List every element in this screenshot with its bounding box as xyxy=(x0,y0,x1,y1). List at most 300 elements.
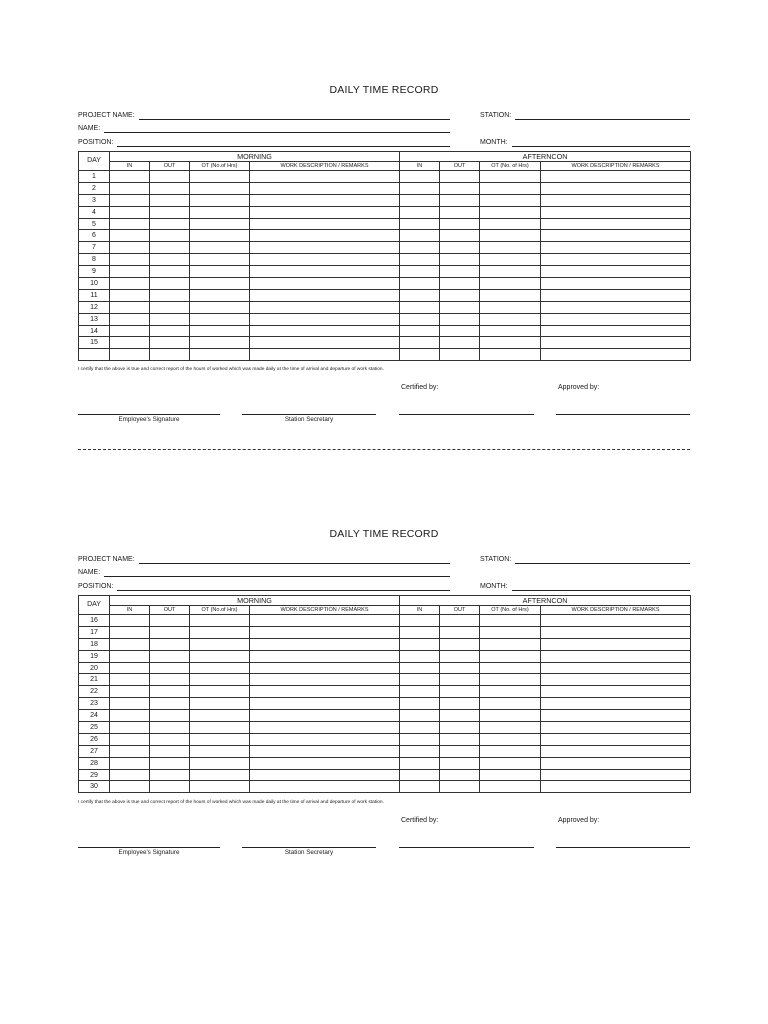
morning-ot-cell[interactable] xyxy=(190,733,250,745)
afternoon-out-cell[interactable] xyxy=(440,638,480,650)
morning-remarks-cell[interactable] xyxy=(250,710,400,722)
morning-remarks-cell[interactable] xyxy=(250,230,400,242)
morning-out-cell[interactable] xyxy=(150,349,190,361)
morning-out-cell[interactable] xyxy=(150,182,190,194)
afternoon-remarks-cell[interactable] xyxy=(541,745,691,757)
afternoon-ot-cell[interactable] xyxy=(480,615,541,627)
afternoon-remarks-cell[interactable] xyxy=(541,638,691,650)
morning-in-cell[interactable] xyxy=(110,242,150,254)
project-name-field[interactable] xyxy=(78,552,450,564)
afternoon-ot-cell[interactable] xyxy=(480,733,541,745)
morning-in-cell[interactable] xyxy=(110,301,150,313)
name-line[interactable] xyxy=(104,125,450,133)
month-field[interactable] xyxy=(480,135,690,147)
approved-by-line[interactable] xyxy=(556,847,690,848)
morning-remarks-cell[interactable] xyxy=(250,278,400,290)
morning-remarks-cell[interactable] xyxy=(250,349,400,361)
morning-in-cell[interactable] xyxy=(110,171,150,183)
afternoon-ot-cell[interactable] xyxy=(480,662,541,674)
afternoon-in-cell[interactable] xyxy=(400,301,440,313)
morning-out-cell[interactable] xyxy=(150,626,190,638)
afternoon-out-cell[interactable] xyxy=(440,626,480,638)
afternoon-ot-cell[interactable] xyxy=(480,710,541,722)
afternoon-in-cell[interactable] xyxy=(400,325,440,337)
afternoon-remarks-cell[interactable] xyxy=(541,626,691,638)
day-number: 5 xyxy=(79,218,110,230)
morning-in-cell[interactable] xyxy=(110,674,150,686)
morning-in-cell[interactable] xyxy=(110,194,150,206)
time-record-form-2 xyxy=(78,444,690,864)
morning-remarks-cell[interactable] xyxy=(250,686,400,698)
afternoon-in-cell[interactable] xyxy=(400,206,440,218)
morning-out-cell[interactable] xyxy=(150,722,190,734)
morning-in-cell[interactable] xyxy=(110,638,150,650)
afternoon-in-cell[interactable] xyxy=(400,733,440,745)
morning-out-cell[interactable] xyxy=(150,757,190,769)
day-number: 11 xyxy=(79,289,110,301)
morning-ot-cell[interactable] xyxy=(190,626,250,638)
afternoon-out-cell[interactable] xyxy=(440,674,480,686)
table-row xyxy=(79,254,691,266)
morning-remarks-cell[interactable] xyxy=(250,242,400,254)
morning-ot-cell[interactable] xyxy=(190,698,250,710)
morning-ot-cell[interactable] xyxy=(190,745,250,757)
afternoon-remarks-cell[interactable] xyxy=(541,230,691,242)
afternoon-in-cell[interactable] xyxy=(400,662,440,674)
afternoon-out-cell[interactable] xyxy=(440,206,480,218)
afternoon-in-cell[interactable] xyxy=(400,194,440,206)
morning-out-cell[interactable] xyxy=(150,686,190,698)
afternoon-remarks-cell[interactable] xyxy=(541,218,691,230)
afternoon-remarks-cell[interactable] xyxy=(541,710,691,722)
afternoon-in-cell[interactable] xyxy=(400,266,440,278)
afternoon-remarks-cell[interactable] xyxy=(541,266,691,278)
afternoon-out-cell[interactable] xyxy=(440,337,480,349)
afternoon-ot-cell[interactable] xyxy=(480,757,541,769)
station-line[interactable] xyxy=(515,556,690,564)
afternoon-in-cell[interactable] xyxy=(400,745,440,757)
afternoon-remarks-cell[interactable] xyxy=(541,615,691,627)
morning-in-cell[interactable] xyxy=(110,781,150,793)
afternoon-remarks-cell[interactable] xyxy=(541,686,691,698)
afternoon-ot-cell[interactable] xyxy=(480,254,541,266)
morning-out-cell[interactable] xyxy=(150,325,190,337)
afternoon-out-cell[interactable] xyxy=(440,781,480,793)
afternoon-out-cell[interactable] xyxy=(440,182,480,194)
certified-by-line[interactable] xyxy=(399,847,534,848)
station-field[interactable] xyxy=(480,108,690,120)
morning-remarks-cell[interactable] xyxy=(250,769,400,781)
afternoon-ot-cell[interactable] xyxy=(480,278,541,290)
morning-remarks-cell[interactable] xyxy=(250,781,400,793)
morning-out-cell[interactable] xyxy=(150,206,190,218)
afternoon-remarks-cell[interactable] xyxy=(541,278,691,290)
morning-out-cell[interactable] xyxy=(150,278,190,290)
morning-ot-cell[interactable] xyxy=(190,171,250,183)
afternoon-in-cell[interactable] xyxy=(400,278,440,290)
afternoon-out-cell[interactable] xyxy=(440,349,480,361)
afternoon-out-cell[interactable] xyxy=(440,745,480,757)
afternoon-in-cell[interactable] xyxy=(400,230,440,242)
name-field[interactable] xyxy=(78,565,450,577)
afternoon-in-cell[interactable] xyxy=(400,769,440,781)
afternoon-remarks-cell[interactable] xyxy=(541,650,691,662)
afternoon-ot-cell[interactable] xyxy=(480,194,541,206)
afternoon-remarks-cell[interactable] xyxy=(541,349,691,361)
month-line[interactable] xyxy=(512,139,690,147)
afternoon-remarks-cell[interactable] xyxy=(541,337,691,349)
afternoon-out-cell[interactable] xyxy=(440,757,480,769)
afternoon-ot-cell[interactable] xyxy=(480,289,541,301)
morning-remarks-cell[interactable] xyxy=(250,194,400,206)
morning-in-cell[interactable] xyxy=(110,182,150,194)
afternoon-out-cell[interactable] xyxy=(440,301,480,313)
afternoon-remarks-cell[interactable] xyxy=(541,242,691,254)
morning-ot-cell[interactable] xyxy=(190,686,250,698)
afternoon-in-cell[interactable] xyxy=(400,722,440,734)
afternoon-remarks-cell[interactable] xyxy=(541,698,691,710)
afternoon-in-cell[interactable] xyxy=(400,626,440,638)
afternoon-remarks-cell[interactable] xyxy=(541,313,691,325)
afternoon-out-cell[interactable] xyxy=(440,278,480,290)
afternoon-remarks-cell[interactable] xyxy=(541,769,691,781)
morning-remarks-cell[interactable] xyxy=(250,325,400,337)
morning-ot-cell[interactable] xyxy=(190,337,250,349)
day-number: 8 xyxy=(79,254,110,266)
afternoon-ot-cell[interactable] xyxy=(480,745,541,757)
morning-out-cell[interactable] xyxy=(150,266,190,278)
morning-ot-cell[interactable] xyxy=(190,638,250,650)
table-row xyxy=(79,313,691,325)
morning-out-cell[interactable] xyxy=(150,781,190,793)
afternoon-remarks-cell[interactable] xyxy=(541,289,691,301)
morning-ot-cell[interactable] xyxy=(190,206,250,218)
morning-ot-cell[interactable] xyxy=(190,650,250,662)
month-field[interactable] xyxy=(480,579,690,591)
afternoon-remarks-cell[interactable] xyxy=(541,171,691,183)
afternoon-out-cell[interactable] xyxy=(440,722,480,734)
morning-out-cell[interactable] xyxy=(150,615,190,627)
afternoon-in-cell[interactable] xyxy=(400,289,440,301)
morning-remarks-cell[interactable] xyxy=(250,722,400,734)
morning-remarks-cell[interactable] xyxy=(250,662,400,674)
afternoon-out-cell[interactable] xyxy=(440,662,480,674)
afternoon-out-cell[interactable] xyxy=(440,733,480,745)
afternoon-out-cell[interactable] xyxy=(440,650,480,662)
afternoon-in-cell[interactable] xyxy=(400,242,440,254)
morning-in-cell[interactable] xyxy=(110,278,150,290)
afternoon-remarks-cell[interactable] xyxy=(541,182,691,194)
morning-remarks-cell[interactable] xyxy=(250,615,400,627)
morning-in-cell[interactable] xyxy=(110,349,150,361)
morning-in-cell[interactable] xyxy=(110,206,150,218)
afternoon-ot-cell[interactable] xyxy=(480,325,541,337)
time-record-table xyxy=(78,595,691,793)
afternoon-remarks-cell[interactable] xyxy=(541,722,691,734)
morning-in-cell[interactable] xyxy=(110,650,150,662)
afternoon-out-cell[interactable] xyxy=(440,769,480,781)
afternoon-remarks-cell[interactable] xyxy=(541,757,691,769)
position-field[interactable] xyxy=(78,135,450,147)
afternoon-remarks-cell[interactable] xyxy=(541,733,691,745)
afternoon-ot-cell[interactable] xyxy=(480,266,541,278)
afternoon-out-cell[interactable] xyxy=(440,313,480,325)
morning-remarks-cell[interactable] xyxy=(250,650,400,662)
morning-in-cell[interactable] xyxy=(110,662,150,674)
station-secretary-line[interactable] xyxy=(242,847,376,848)
morning-ot-cell[interactable] xyxy=(190,722,250,734)
morning-ot-cell[interactable] xyxy=(190,710,250,722)
afternoon-in-cell[interactable] xyxy=(400,638,440,650)
afternoon-out-cell[interactable] xyxy=(440,686,480,698)
morning-in-cell[interactable] xyxy=(110,710,150,722)
morning-in-cell[interactable] xyxy=(110,745,150,757)
afternoon-in-cell[interactable] xyxy=(400,171,440,183)
afternoon-in-cell[interactable] xyxy=(400,182,440,194)
afternoon-out-cell[interactable] xyxy=(440,230,480,242)
morning-remarks-cell[interactable] xyxy=(250,698,400,710)
name-field[interactable] xyxy=(78,121,450,133)
afternoon-out-cell[interactable] xyxy=(440,266,480,278)
afternoon-in-cell[interactable] xyxy=(400,349,440,361)
morning-remarks-cell[interactable] xyxy=(250,757,400,769)
morning-ot-cell[interactable] xyxy=(190,349,250,361)
afternoon-ot-cell[interactable] xyxy=(480,301,541,313)
afternoon-remarks-cell[interactable] xyxy=(541,206,691,218)
afternoon-out-cell[interactable] xyxy=(440,254,480,266)
afternoon-ot-cell[interactable] xyxy=(480,698,541,710)
afternoon-remarks-cell[interactable] xyxy=(541,194,691,206)
table-row xyxy=(79,230,691,242)
afternoon-ot-cell[interactable] xyxy=(480,626,541,638)
employee-signature-line[interactable] xyxy=(78,847,220,848)
day-number: 13 xyxy=(79,313,110,325)
afternoon-ot-cell[interactable] xyxy=(480,182,541,194)
morning-out-cell[interactable] xyxy=(150,337,190,349)
afternoon-out-cell[interactable] xyxy=(440,194,480,206)
station-line[interactable] xyxy=(515,112,690,120)
afternoon-out-cell[interactable] xyxy=(440,710,480,722)
morning-ot-cell[interactable] xyxy=(190,674,250,686)
morning-ot-cell[interactable] xyxy=(190,769,250,781)
afternoon-remarks-cell[interactable] xyxy=(541,781,691,793)
month-label: MONTH: xyxy=(480,139,508,146)
morning-remarks-cell[interactable] xyxy=(250,313,400,325)
morning-out-cell[interactable] xyxy=(150,638,190,650)
afternoon-ot-cell[interactable] xyxy=(480,674,541,686)
afternoon-remarks-cell[interactable] xyxy=(541,325,691,337)
morning-ot-cell[interactable] xyxy=(190,615,250,627)
morning-remarks-cell[interactable] xyxy=(250,218,400,230)
morning-out-cell[interactable] xyxy=(150,254,190,266)
afternoon-ot-cell[interactable] xyxy=(480,171,541,183)
morning-out-cell[interactable] xyxy=(150,194,190,206)
project-name-field[interactable] xyxy=(78,108,450,120)
afternoon-remarks-cell[interactable] xyxy=(541,301,691,313)
morning-out-cell[interactable] xyxy=(150,171,190,183)
afternoon-ot-cell[interactable] xyxy=(480,313,541,325)
morning-out-cell[interactable] xyxy=(150,230,190,242)
afternoon-in-cell[interactable] xyxy=(400,254,440,266)
position-line[interactable] xyxy=(117,583,450,591)
afternoon-ot-cell[interactable] xyxy=(480,781,541,793)
morning-out-cell[interactable] xyxy=(150,662,190,674)
morning-ot-cell[interactable] xyxy=(190,266,250,278)
morning-remarks-cell[interactable] xyxy=(250,206,400,218)
morning-in-cell[interactable] xyxy=(110,325,150,337)
morning-in-cell[interactable] xyxy=(110,230,150,242)
morning-remarks-cell[interactable] xyxy=(250,182,400,194)
month-line[interactable] xyxy=(512,583,690,591)
morning-in-cell[interactable] xyxy=(110,254,150,266)
project-name-line[interactable] xyxy=(139,556,450,564)
afternoon-out-cell[interactable] xyxy=(440,171,480,183)
name-line[interactable] xyxy=(104,569,450,577)
afternoon-ot-cell[interactable] xyxy=(480,650,541,662)
afternoon-out-cell[interactable] xyxy=(440,242,480,254)
certification-text: I certify that the above is true and correct report of the hours of worked which was made daily at the time of arrival and departure of work station. xyxy=(78,367,384,372)
morning-ot-cell[interactable] xyxy=(190,242,250,254)
table-row xyxy=(79,674,691,686)
morning-in-cell[interactable] xyxy=(110,769,150,781)
morning-in-cell[interactable] xyxy=(110,698,150,710)
afternoon-out-cell[interactable] xyxy=(440,289,480,301)
certified-by-line[interactable] xyxy=(399,414,534,415)
station-label: STATION: xyxy=(480,556,512,563)
afternoon-in-cell[interactable] xyxy=(400,674,440,686)
afternoon-out-cell[interactable] xyxy=(440,218,480,230)
morning-out-cell[interactable] xyxy=(150,289,190,301)
morning-out-cell[interactable] xyxy=(150,313,190,325)
position-month-row xyxy=(78,135,690,147)
morning-ot-cell[interactable] xyxy=(190,301,250,313)
afternoon-remarks-cell[interactable] xyxy=(541,254,691,266)
approved-by-line[interactable] xyxy=(556,414,690,415)
morning-ot-cell[interactable] xyxy=(190,757,250,769)
morning-in-cell[interactable] xyxy=(110,337,150,349)
morning-ot-cell[interactable] xyxy=(190,254,250,266)
morning-in-cell[interactable] xyxy=(110,266,150,278)
morning-out-cell[interactable] xyxy=(150,301,190,313)
morning-out-cell[interactable] xyxy=(150,674,190,686)
morning-remarks-cell[interactable] xyxy=(250,626,400,638)
afternoon-out-cell[interactable] xyxy=(440,325,480,337)
afternoon-ot-cell[interactable] xyxy=(480,230,541,242)
morning-remarks-cell[interactable] xyxy=(250,674,400,686)
afternoon-in-cell[interactable] xyxy=(400,615,440,627)
station-field[interactable] xyxy=(480,552,690,564)
position-field[interactable] xyxy=(78,579,450,591)
afternoon-ot-cell[interactable] xyxy=(480,242,541,254)
morning-in-cell[interactable] xyxy=(110,722,150,734)
afternoon-ot-cell[interactable] xyxy=(480,722,541,734)
morning-out-cell[interactable] xyxy=(150,745,190,757)
morning-remarks-cell[interactable] xyxy=(250,337,400,349)
morning-out-cell[interactable] xyxy=(150,698,190,710)
table-row xyxy=(79,194,691,206)
morning-ot-cell[interactable] xyxy=(190,289,250,301)
table-row xyxy=(79,650,691,662)
station-secretary-line[interactable] xyxy=(242,414,376,415)
afternoon-in-cell[interactable] xyxy=(400,698,440,710)
afternoon-in-cell[interactable] xyxy=(400,781,440,793)
morning-in-cell[interactable] xyxy=(110,626,150,638)
morning-remarks-cell[interactable] xyxy=(250,289,400,301)
afternoon-in-cell[interactable] xyxy=(400,313,440,325)
afternoon-ot-cell[interactable] xyxy=(480,218,541,230)
certification-text: I certify that the above is true and correct report of the hours of worked which was made daily at the time of arrival and departure of work station. xyxy=(78,800,384,805)
morning-out-cell[interactable] xyxy=(150,733,190,745)
afternoon-ot-cell[interactable] xyxy=(480,349,541,361)
afternoon-remarks-cell[interactable] xyxy=(541,662,691,674)
morning-in-cell[interactable] xyxy=(110,313,150,325)
position-line[interactable] xyxy=(117,139,450,147)
morning-remarks-cell[interactable] xyxy=(250,733,400,745)
morning-ot-cell[interactable] xyxy=(190,662,250,674)
morning-ot-cell[interactable] xyxy=(190,230,250,242)
afternoon-ot-cell[interactable] xyxy=(480,686,541,698)
employee-signature-line[interactable] xyxy=(78,414,220,415)
day-number: 23 xyxy=(79,698,110,710)
morning-out-cell[interactable] xyxy=(150,650,190,662)
afternoon-in-cell[interactable] xyxy=(400,650,440,662)
morning-remarks-cell[interactable] xyxy=(250,171,400,183)
morning-ot-cell[interactable] xyxy=(190,194,250,206)
afternoon-in-cell[interactable] xyxy=(400,337,440,349)
morning-in-cell[interactable] xyxy=(110,757,150,769)
morning-remarks-cell[interactable] xyxy=(250,254,400,266)
day-number: 9 xyxy=(79,266,110,278)
afternoon-ot-cell[interactable] xyxy=(480,206,541,218)
afternoon-in-cell[interactable] xyxy=(400,686,440,698)
afternoon-ot-cell[interactable] xyxy=(480,337,541,349)
morning-ot-cell[interactable] xyxy=(190,278,250,290)
afternoon-in-cell[interactable] xyxy=(400,757,440,769)
table-row xyxy=(79,733,691,745)
afternoon-out-cell[interactable] xyxy=(440,698,480,710)
afternoon-in-cell[interactable] xyxy=(400,710,440,722)
morning-out-cell[interactable] xyxy=(150,710,190,722)
morning-ot-cell[interactable] xyxy=(190,218,250,230)
afternoon-ot-header: OT (No. of Hrs) xyxy=(480,606,541,615)
afternoon-in-cell[interactable] xyxy=(400,218,440,230)
afternoon-remarks-cell[interactable] xyxy=(541,674,691,686)
morning-remarks-cell[interactable] xyxy=(250,638,400,650)
morning-in-cell[interactable] xyxy=(110,289,150,301)
morning-ot-cell[interactable] xyxy=(190,781,250,793)
morning-out-cell[interactable] xyxy=(150,218,190,230)
morning-in-cell[interactable] xyxy=(110,733,150,745)
afternoon-out-cell[interactable] xyxy=(440,615,480,627)
day-number: 30 xyxy=(79,781,110,793)
project-name-line[interactable] xyxy=(139,112,450,120)
afternoon-ot-cell[interactable] xyxy=(480,638,541,650)
morning-in-cell[interactable] xyxy=(110,615,150,627)
morning-remarks-cell[interactable] xyxy=(250,266,400,278)
morning-ot-cell[interactable] xyxy=(190,313,250,325)
morning-in-cell[interactable] xyxy=(110,686,150,698)
morning-out-cell[interactable] xyxy=(150,769,190,781)
day-number: 7 xyxy=(79,242,110,254)
morning-remarks-cell[interactable] xyxy=(250,745,400,757)
morning-ot-cell[interactable] xyxy=(190,182,250,194)
afternoon-ot-cell[interactable] xyxy=(480,769,541,781)
morning-out-cell[interactable] xyxy=(150,242,190,254)
morning-ot-cell[interactable] xyxy=(190,325,250,337)
morning-remarks-cell[interactable] xyxy=(250,301,400,313)
morning-in-cell[interactable] xyxy=(110,218,150,230)
table-row xyxy=(79,289,691,301)
